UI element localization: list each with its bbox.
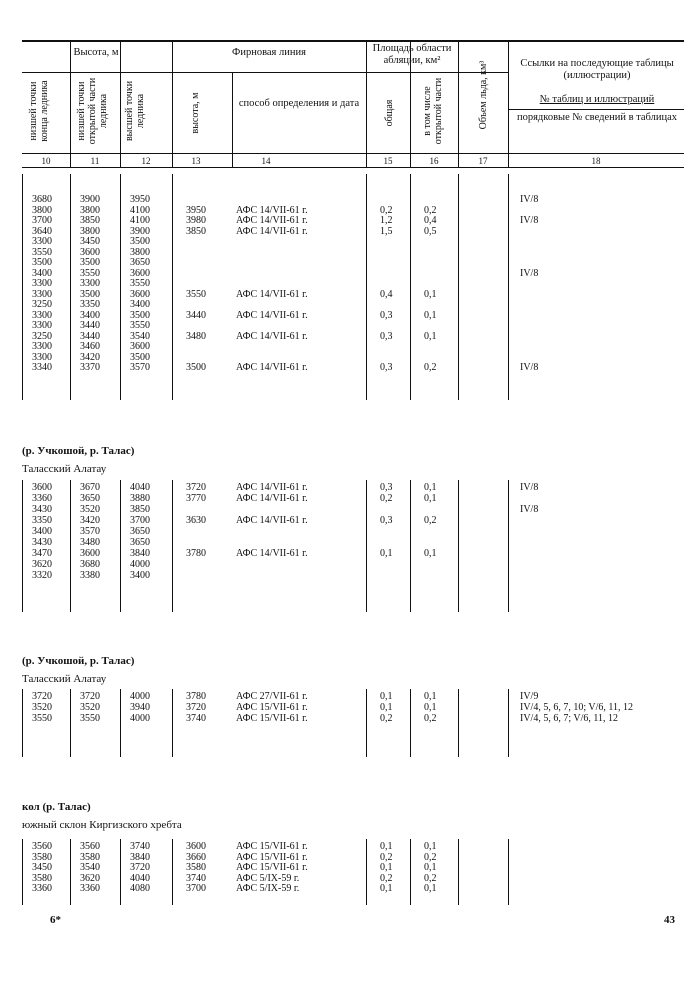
cell-c10: 3400 (32, 526, 52, 537)
cell-c10: 3300 (32, 309, 52, 321)
header-column-divider (410, 40, 411, 167)
cell-c11: 3550 (80, 267, 100, 279)
cell-c14: АФС 15/VII-61 г. (236, 862, 308, 873)
cell-c12: 3800 (130, 246, 150, 258)
column-number: 16 (429, 156, 439, 166)
cell-c13: 3630 (186, 515, 206, 526)
table-row (0, 206, 700, 216)
cell-c16: 0,2 (424, 851, 437, 863)
header-top-rule (22, 40, 684, 42)
cell-c13: 3740 (186, 713, 206, 724)
cell-c10: 3300 (32, 341, 52, 352)
cell-c13: 3980 (186, 215, 206, 226)
table-row (0, 692, 700, 702)
cell-c12: 4000 (130, 559, 150, 570)
cell-c11: 3500 (80, 257, 100, 268)
cell-c11: 3420 (80, 351, 100, 363)
cell-c14: АФС 14/VII-61 г. (236, 330, 308, 342)
header-column-divider (458, 40, 459, 167)
header-mid-rule (22, 72, 508, 73)
table-row (0, 227, 700, 237)
cell-c16: 0,1 (424, 482, 437, 493)
cell-c13: 3720 (186, 702, 206, 713)
cell-c11: 3800 (80, 204, 100, 216)
cell-c15: 0,1 (380, 702, 393, 713)
cell-c13: 3580 (186, 862, 206, 873)
cell-c12: 3500 (130, 236, 150, 247)
cell-c12: 3400 (130, 299, 150, 310)
cell-c16: 0,1 (424, 841, 437, 852)
cell-c11: 3850 (80, 215, 100, 226)
cell-c15: 0,2 (380, 204, 393, 216)
cell-c11: 3400 (80, 309, 100, 321)
table-row (0, 516, 700, 526)
table-row (0, 538, 700, 548)
cell-c11: 3440 (80, 320, 100, 331)
table-row (0, 549, 700, 559)
table-row (0, 216, 700, 226)
cell-c14: АФС 15/VII-61 г. (236, 851, 308, 863)
table-row (0, 571, 700, 581)
table-row (0, 874, 700, 884)
cell-c16: 0,1 (424, 862, 437, 873)
cell-c10: 3300 (32, 320, 52, 331)
cell-c16: 0,1 (424, 548, 437, 559)
cell-c12: 4100 (130, 215, 150, 226)
column-number: 12 (141, 156, 151, 166)
cell-c10: 3320 (32, 570, 52, 581)
cell-c14: АФС 14/VII-61 г. (236, 362, 308, 373)
header-column-divider (366, 40, 367, 167)
cell-c11: 3360 (80, 883, 100, 894)
cell-c10: 3520 (32, 702, 52, 713)
cell-c16: 0,2 (424, 204, 437, 216)
cell-c16: 0,2 (424, 872, 437, 884)
cell-c10: 3300 (32, 288, 52, 300)
cell-c10: 3720 (32, 691, 52, 702)
cell-c10: 3550 (32, 713, 52, 724)
table-row (0, 248, 700, 258)
cell-c10: 3250 (32, 330, 52, 342)
header-column-divider (70, 40, 71, 167)
cell-c13: 3700 (186, 883, 206, 894)
cell-c10: 3700 (32, 215, 52, 226)
cell-c18: IV/8 (520, 215, 539, 226)
refs-sub1-heading: № таблиц и иллюстраций (539, 94, 655, 105)
cell-c15: 0,4 (380, 288, 393, 300)
cell-c12: 3540 (130, 330, 150, 342)
table-row (0, 342, 700, 352)
table-row (0, 494, 700, 504)
cell-c10: 3400 (32, 267, 52, 279)
section-subtitle: южный склон Киргизского хребта (22, 819, 182, 831)
table-row (0, 321, 700, 331)
table-row (0, 279, 700, 289)
cell-c10: 3300 (32, 236, 52, 247)
cell-c13: 3550 (186, 288, 206, 300)
table-row (0, 560, 700, 570)
cell-c15: 0,1 (380, 548, 393, 559)
refs-sub2-heading: порядковые № сведений в таблицах (516, 112, 678, 123)
cell-c10: 3560 (32, 841, 52, 852)
table-row (0, 300, 700, 310)
height-group-heading: Высота, м (73, 47, 119, 58)
cell-c16: 0,1 (424, 883, 437, 894)
col11-heading: низшей точки открытой части ледника (76, 77, 109, 145)
cell-c12: 4080 (130, 883, 150, 894)
cell-c14: АФС 5/IX-59 г. (236, 883, 300, 894)
cell-c12: 3500 (130, 309, 150, 321)
col13-heading: высота, м (190, 92, 201, 134)
cell-c16: 0,1 (424, 309, 437, 321)
cell-c10: 3500 (32, 257, 52, 268)
cell-c13: 3720 (186, 482, 206, 493)
refs-heading: Ссылки на последующие таблицы (иллюстрации) (520, 58, 674, 81)
cell-c13: 3770 (186, 493, 206, 504)
cell-c11: 3550 (80, 713, 100, 724)
cell-c10: 3250 (32, 299, 52, 310)
cell-c15: 0,1 (380, 841, 393, 852)
cell-c13: 3850 (186, 225, 206, 237)
cell-c18: IV/4, 5, 6, 7; V/6, 11, 12 (520, 713, 619, 724)
cell-c12: 3700 (130, 515, 150, 526)
section-title: (р. Учкошой, р. Талас) (22, 445, 135, 457)
cell-c18: IV/8 (520, 362, 539, 373)
cell-c11: 3460 (80, 341, 100, 352)
cell-c13: 3950 (186, 204, 206, 216)
table-row (0, 258, 700, 268)
cell-c12: 3900 (130, 225, 150, 237)
cell-c12: 3950 (130, 194, 150, 205)
cell-c11: 3570 (80, 526, 100, 537)
section-subtitle: Таласский Алатау (22, 463, 107, 475)
cell-c14: АФС 14/VII-61 г. (236, 482, 308, 493)
cell-c18: IV/9 (520, 691, 539, 702)
cell-c12: 3400 (130, 570, 150, 581)
cell-c10: 3430 (32, 537, 52, 548)
cell-c12: 3720 (130, 862, 150, 873)
cell-c11: 3380 (80, 570, 100, 581)
cell-c12: 3600 (130, 267, 150, 279)
cell-c16: 0,1 (424, 493, 437, 504)
cell-c11: 3540 (80, 862, 100, 873)
cell-c15: 0,3 (380, 330, 393, 342)
cell-c16: 0,2 (424, 362, 437, 373)
table-row (0, 842, 700, 852)
cell-c10: 3450 (32, 862, 52, 873)
cell-c10: 3580 (32, 872, 52, 884)
cell-c16: 0,1 (424, 691, 437, 702)
cell-c13: 3500 (186, 362, 206, 373)
cell-c10: 3550 (32, 246, 52, 258)
firn-group-heading: Фирновая линия (232, 47, 306, 58)
header-column-divider (232, 72, 233, 167)
cell-c14: АФС 15/VII-61 г. (236, 713, 308, 724)
cell-c18: IV/8 (520, 194, 539, 205)
cell-c11: 3680 (80, 559, 100, 570)
cell-c11: 3420 (80, 515, 100, 526)
cell-c16: 0,5 (424, 225, 437, 237)
column-number: 15 (383, 156, 393, 166)
cell-c12: 3600 (130, 341, 150, 352)
cell-c13: 3440 (186, 309, 206, 321)
cell-c15: 0,3 (380, 482, 393, 493)
cell-c11: 3720 (80, 691, 100, 702)
cell-c14: АФС 15/VII-61 г. (236, 702, 308, 713)
cell-c12: 3550 (130, 278, 150, 289)
cell-c14: АФС 14/VII-61 г. (236, 515, 308, 526)
col16-heading: в том числе открытой части (422, 77, 444, 145)
cell-c11: 3520 (80, 702, 100, 713)
page-signature: 6* (50, 914, 61, 926)
cell-c10: 3300 (32, 351, 52, 363)
header-column-divider (172, 40, 173, 167)
cell-c15: 0,1 (380, 862, 393, 873)
cell-c12: 3650 (130, 257, 150, 268)
col17-heading: Объем льда, км³ (478, 60, 489, 130)
cell-c11: 3520 (80, 504, 100, 515)
cell-c15: 0,1 (380, 883, 393, 894)
cell-c11: 3600 (80, 548, 100, 559)
cell-c11: 3560 (80, 841, 100, 852)
cell-c10: 3470 (32, 548, 52, 559)
cell-c13: 3600 (186, 841, 206, 852)
cell-c11: 3800 (80, 225, 100, 237)
cell-c13: 3660 (186, 851, 206, 863)
cell-c11: 3580 (80, 851, 100, 863)
cell-c11: 3480 (80, 537, 100, 548)
cell-c10: 3430 (32, 504, 52, 515)
cell-c11: 3300 (80, 278, 100, 289)
header-bottom-rule (22, 167, 684, 168)
header-column-divider (120, 40, 121, 167)
cell-c11: 3440 (80, 330, 100, 342)
cell-c18: IV/8 (520, 504, 539, 515)
cell-c16: 0,1 (424, 330, 437, 342)
cell-c15: 0,2 (380, 872, 393, 884)
cell-c10: 3640 (32, 225, 52, 237)
cell-c12: 3650 (130, 526, 150, 537)
cell-c11: 3450 (80, 236, 100, 247)
cell-c12: 3840 (130, 548, 150, 559)
cell-c12: 3570 (130, 362, 150, 373)
table-row (0, 483, 700, 493)
table-row (0, 269, 700, 279)
cell-c10: 3360 (32, 883, 52, 894)
section-title: кол (р. Талас) (22, 801, 91, 813)
cell-c14: АФС 14/VII-61 г. (236, 225, 308, 237)
cell-c15: 0,2 (380, 493, 393, 504)
cell-c11: 3900 (80, 194, 100, 205)
column-number: 14 (261, 156, 271, 166)
cell-c16: 0,2 (424, 713, 437, 724)
cell-c10: 3360 (32, 493, 52, 504)
cell-c11: 3620 (80, 872, 100, 884)
cell-c15: 0,2 (380, 851, 393, 863)
cell-c10: 3350 (32, 515, 52, 526)
column-number: 11 (90, 156, 100, 166)
col12-heading: высшей точки ледника (124, 80, 146, 142)
cell-c11: 3500 (80, 288, 100, 300)
table-row (0, 884, 700, 894)
cell-c18: IV/8 (520, 267, 539, 279)
column-number: 13 (191, 156, 201, 166)
cell-c10: 3580 (32, 851, 52, 863)
table-row (0, 290, 700, 300)
cell-c10: 3600 (32, 482, 52, 493)
cell-c14: АФС 5/IX-59 г. (236, 872, 300, 884)
refs-sub-rule (508, 109, 684, 110)
section-subtitle: Таласский Алатау (22, 673, 107, 685)
table-row (0, 363, 700, 373)
header-column-divider (508, 40, 509, 167)
cell-c15: 0,3 (380, 362, 393, 373)
cell-c16: 0,2 (424, 515, 437, 526)
cell-c15: 1,5 (380, 225, 393, 237)
cell-c18: IV/4, 5, 6, 7, 10; V/6, 11, 12 (520, 702, 634, 713)
cell-c10: 3620 (32, 559, 52, 570)
page-number: 43 (664, 914, 675, 926)
cell-c13: 3740 (186, 872, 206, 884)
cell-c13: 3480 (186, 330, 206, 342)
column-number: 17 (478, 156, 488, 166)
cell-c11: 3350 (80, 299, 100, 310)
cell-c12: 4100 (130, 204, 150, 216)
table-row (0, 527, 700, 537)
cell-c10: 3680 (32, 194, 52, 205)
cell-c10: 3300 (32, 278, 52, 289)
cell-c12: 3550 (130, 320, 150, 331)
cell-c14: АФС 14/VII-61 г. (236, 204, 308, 216)
col15-heading: общая (384, 99, 395, 127)
cell-c16: 0,1 (424, 288, 437, 300)
cell-c12: 3500 (130, 351, 150, 363)
cell-c14: АФС 14/VII-61 г. (236, 548, 308, 559)
cell-c12: 4040 (130, 872, 150, 884)
cell-c12: 3880 (130, 493, 150, 504)
table-row (0, 853, 700, 863)
cell-c12: 3600 (130, 288, 150, 300)
table-row (0, 353, 700, 363)
cell-c12: 3940 (130, 702, 150, 713)
cell-c11: 3370 (80, 362, 100, 373)
table-row (0, 237, 700, 247)
column-number: 18 (591, 156, 601, 166)
table-row (0, 195, 700, 205)
cell-c10: 3800 (32, 204, 52, 216)
cell-c12: 4040 (130, 482, 150, 493)
cell-c12: 4000 (130, 691, 150, 702)
table-row (0, 863, 700, 873)
cell-c15: 0,2 (380, 713, 393, 724)
cell-c12: 3850 (130, 504, 150, 515)
cell-c11: 3650 (80, 493, 100, 504)
table-row (0, 714, 700, 724)
table-row (0, 505, 700, 515)
cell-c16: 0,1 (424, 702, 437, 713)
cell-c12: 3740 (130, 841, 150, 852)
cell-c15: 1,2 (380, 215, 393, 226)
cell-c15: 0,3 (380, 515, 393, 526)
cell-c16: 0,4 (424, 215, 437, 226)
cell-c12: 3840 (130, 851, 150, 863)
cell-c12: 4000 (130, 713, 150, 724)
cell-c14: АФС 14/VII-61 г. (236, 493, 308, 504)
table-row (0, 311, 700, 321)
cell-c14: АФС 27/VII-61 г. (236, 691, 308, 702)
table-row (0, 703, 700, 713)
section-title: (р. Учкошой, р. Талас) (22, 655, 135, 667)
cell-c14: АФС 15/VII-61 г. (236, 841, 308, 852)
cell-c11: 3670 (80, 482, 100, 493)
header-sub-rule (22, 153, 684, 154)
cell-c11: 3600 (80, 246, 100, 258)
cell-c10: 3340 (32, 362, 52, 373)
col10-heading: низшей точки конца ледника (28, 80, 50, 142)
cell-c14: АФС 14/VII-61 г. (236, 309, 308, 321)
cell-c13: 3780 (186, 548, 206, 559)
cell-c18: IV/8 (520, 482, 539, 493)
column-number: 10 (41, 156, 51, 166)
table-row (0, 332, 700, 342)
area-group-heading: Площадь области абляции, км² (372, 43, 452, 66)
cell-c13: 3780 (186, 691, 206, 702)
cell-c15: 0,1 (380, 691, 393, 702)
cell-c12: 3650 (130, 537, 150, 548)
cell-c15: 0,3 (380, 309, 393, 321)
cell-c14: АФС 14/VII-61 г. (236, 288, 308, 300)
cell-c14: АФС 14/VII-61 г. (236, 215, 308, 226)
col14-heading: способ определения и дата (238, 98, 360, 109)
